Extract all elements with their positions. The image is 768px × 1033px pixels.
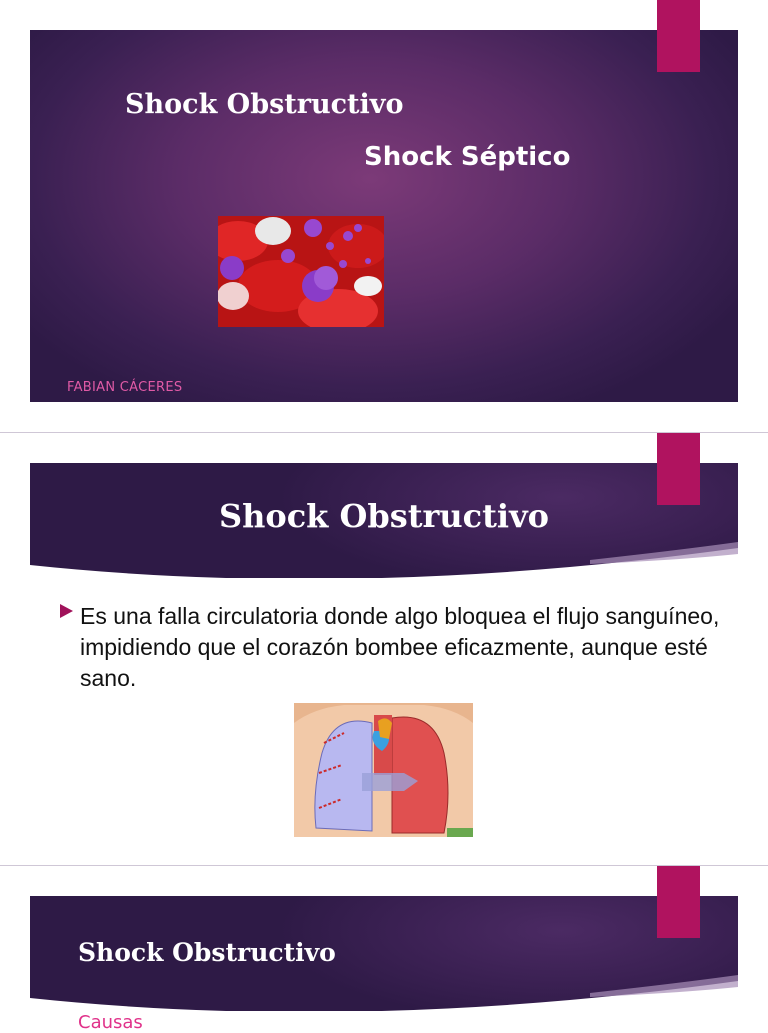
slide-3-title: Shock Obstructivo [78, 938, 336, 967]
section-label: Causas [78, 1012, 143, 1033]
slide-1-background [30, 30, 738, 402]
blood-cells-image [218, 216, 384, 327]
heart-lungs-image [294, 703, 473, 837]
accent-tab [657, 433, 700, 505]
slide-3-title-band [30, 896, 738, 1011]
slide-2-title: Shock Obstructivo [218, 497, 550, 535]
bullet-arrow-icon [60, 604, 73, 618]
slide-1-subtitle: Shock Séptico [364, 142, 571, 172]
slide-2-title-band [30, 463, 738, 578]
slide-1 [0, 0, 768, 432]
author-name: FABIAN CÁCERES [67, 380, 183, 395]
bullet-text: Es una falla circulatoria donde algo bloquea el flujo sanguíneo, impidiendo que el corazón bombee eficazmente, aunque esté sano. [80, 603, 720, 691]
slide-3 [0, 866, 768, 1033]
slide-1-title: Shock Obstructivo [125, 89, 404, 120]
bullet-item [60, 601, 720, 694]
accent-tab [657, 866, 700, 938]
slide-2 [0, 433, 768, 865]
accent-tab [657, 0, 700, 72]
